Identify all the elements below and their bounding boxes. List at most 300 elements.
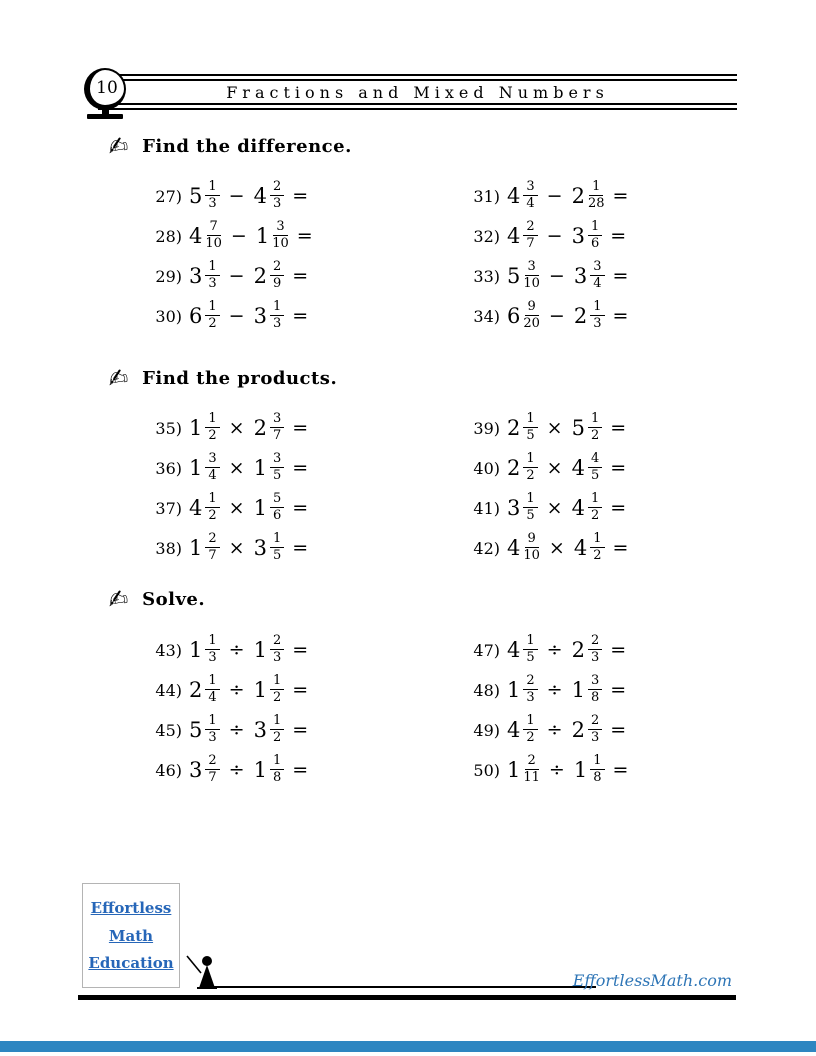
fraction <box>588 674 602 704</box>
whole-number: 6 <box>189 303 203 328</box>
equals-sign: = <box>610 457 627 479</box>
operator: − <box>548 305 565 327</box>
whole-number: 1 <box>507 757 521 782</box>
equals-sign: = <box>612 305 629 327</box>
problem-column-left <box>148 408 466 568</box>
problem-41 <box>466 488 748 528</box>
mixed-number <box>189 450 220 483</box>
denominator: 3 <box>272 315 282 331</box>
mixed-number <box>571 178 605 211</box>
denominator: 3 <box>208 195 217 211</box>
fraction <box>523 754 540 784</box>
operator: × <box>546 457 563 479</box>
operator: × <box>228 457 245 479</box>
problem-number: 42) <box>473 538 500 558</box>
whole-number: 4 <box>571 495 585 520</box>
problem-40 <box>466 448 748 488</box>
numerator: 2 <box>270 180 284 196</box>
denominator: 2 <box>590 507 600 523</box>
problem-number: 38) <box>155 538 182 558</box>
numerator: 2 <box>525 754 539 770</box>
mixed-number <box>255 218 289 251</box>
problem-37 <box>148 488 466 528</box>
whole-number: 4 <box>571 455 585 480</box>
fraction <box>205 180 219 210</box>
denominator: 20 <box>523 315 540 331</box>
mixed-number <box>507 178 538 211</box>
problem-35 <box>148 408 466 448</box>
logo-line-3[interactable]: Education <box>88 953 174 972</box>
denominator: 5 <box>272 547 282 563</box>
problem-column-left <box>148 630 466 790</box>
fraction <box>523 220 537 250</box>
operator: ÷ <box>228 759 245 781</box>
whole-number: 1 <box>255 223 270 248</box>
denominator: 2 <box>590 427 600 443</box>
numerator: 1 <box>523 634 537 650</box>
whole-number: 1 <box>189 535 203 560</box>
equals-sign: = <box>612 265 629 287</box>
teacher-silhouette-icon <box>186 948 222 990</box>
denominator: 8 <box>590 689 600 705</box>
numerator: 9 <box>525 300 539 316</box>
denominator: 3 <box>208 729 217 745</box>
problem-number: 35) <box>155 418 182 438</box>
mixed-number <box>189 712 220 745</box>
denominator: 7 <box>526 235 535 251</box>
denominator: 3 <box>526 689 535 705</box>
problem-number: 44) <box>155 680 182 700</box>
writing-hand-icon: ✍ <box>106 130 130 162</box>
problem-32 <box>466 216 748 256</box>
numerator: 2 <box>523 220 537 236</box>
mixed-number <box>507 712 538 745</box>
fraction <box>590 300 604 330</box>
whole-number: 5 <box>507 263 521 288</box>
problem-number: 50) <box>473 760 500 780</box>
numerator: 3 <box>270 452 284 468</box>
problem-list-products <box>148 408 748 568</box>
mixed-number <box>507 672 538 705</box>
equals-sign: = <box>610 417 627 439</box>
fraction <box>588 492 602 522</box>
whole-number: 1 <box>253 637 267 662</box>
problem-number: 30) <box>155 306 182 326</box>
problem-47 <box>466 630 748 670</box>
problem-column-left <box>148 176 466 336</box>
fraction <box>523 260 540 290</box>
mixed-number <box>189 298 220 331</box>
denominator: 4 <box>208 689 217 705</box>
denominator: 2 <box>208 507 217 523</box>
section-heading-label: Find the difference. <box>142 135 352 157</box>
numerator: 1 <box>205 412 219 428</box>
bottom-accent-bar <box>0 1041 816 1052</box>
numerator: 1 <box>523 412 537 428</box>
mixed-number <box>571 672 603 705</box>
operator: − <box>546 225 563 247</box>
page-title: Fractions and Mixed Numbers <box>226 82 609 102</box>
numerator: 1 <box>205 180 219 196</box>
numerator: 1 <box>523 492 537 508</box>
fraction <box>523 714 537 744</box>
fraction <box>588 714 602 744</box>
operator: ÷ <box>546 639 563 661</box>
fraction <box>590 532 604 562</box>
fraction <box>205 412 219 442</box>
mixed-number <box>253 450 285 483</box>
numerator: 4 <box>588 452 602 468</box>
equals-sign: = <box>610 225 627 247</box>
fraction <box>523 412 537 442</box>
problem-29 <box>148 256 466 296</box>
operator: − <box>228 185 245 207</box>
denominator: 5 <box>272 467 282 483</box>
numerator: 1 <box>270 300 284 316</box>
equals-sign: = <box>292 497 309 519</box>
whole-number: 2 <box>253 415 267 440</box>
whole-number: 1 <box>253 495 267 520</box>
fraction <box>270 412 284 442</box>
problem-number: 43) <box>155 640 182 660</box>
problem-number: 47) <box>473 640 500 660</box>
mixed-number <box>507 410 538 443</box>
mixed-number <box>571 450 603 483</box>
problem-column-right <box>466 408 748 568</box>
fraction <box>205 754 219 784</box>
whole-number: 4 <box>189 495 203 520</box>
numerator: 1 <box>205 674 219 690</box>
denominator: 3 <box>590 649 600 665</box>
fraction <box>205 674 219 704</box>
fraction <box>588 452 602 482</box>
fraction <box>270 532 284 562</box>
fraction <box>205 300 219 330</box>
denominator: 2 <box>526 467 535 483</box>
numerator: 1 <box>523 452 537 468</box>
whole-number: 1 <box>189 455 203 480</box>
mixed-number <box>189 258 220 291</box>
whole-number: 4 <box>507 535 521 560</box>
numerator: 1 <box>205 260 219 276</box>
mixed-number <box>507 218 538 251</box>
section-heading-label: Solve. <box>142 588 206 610</box>
numerator: 2 <box>588 714 602 730</box>
numerator: 9 <box>525 532 539 548</box>
whole-number: 3 <box>189 757 203 782</box>
section-heading-label: Find the products. <box>142 367 338 389</box>
numerator: 3 <box>523 180 537 196</box>
denominator: 2 <box>208 427 217 443</box>
denominator: 10 <box>205 235 222 251</box>
globe-stand-base <box>87 114 123 119</box>
operator: × <box>228 537 245 559</box>
whole-number: 4 <box>507 223 521 248</box>
equals-sign: = <box>612 185 629 207</box>
whole-number: 5 <box>189 717 203 742</box>
whole-number: 1 <box>253 455 267 480</box>
mixed-number <box>507 450 538 483</box>
numerator: 3 <box>525 260 539 276</box>
mixed-number <box>507 530 540 563</box>
operator: ÷ <box>228 679 245 701</box>
mixed-number <box>253 298 285 331</box>
mixed-number <box>253 490 285 523</box>
problem-36 <box>148 448 466 488</box>
operator: × <box>546 497 563 519</box>
problem-number: 29) <box>155 266 182 286</box>
mixed-number <box>571 632 603 665</box>
equals-sign: = <box>610 497 627 519</box>
section-heading-products <box>108 362 337 394</box>
operator: − <box>548 265 565 287</box>
numerator: 3 <box>273 220 287 236</box>
denominator: 2 <box>526 729 535 745</box>
denominator: 4 <box>593 275 602 291</box>
problem-38 <box>148 528 466 568</box>
denominator: 3 <box>208 649 217 665</box>
equals-sign: = <box>612 537 629 559</box>
effortless-math-logo[interactable] <box>82 883 180 988</box>
numerator: 2 <box>205 532 219 548</box>
problem-42 <box>466 528 748 568</box>
denominator: 2 <box>272 729 282 745</box>
equals-sign: = <box>610 679 627 701</box>
whole-number: 2 <box>253 263 267 288</box>
denominator: 9 <box>272 275 282 291</box>
denominator: 2 <box>593 547 602 563</box>
whole-number: 3 <box>253 535 267 560</box>
footer-rule <box>78 995 736 1000</box>
problem-50 <box>466 750 748 790</box>
mixed-number <box>571 490 603 523</box>
denominator: 7 <box>208 769 217 785</box>
equals-sign: = <box>292 417 309 439</box>
mixed-number <box>189 632 220 665</box>
problem-number: 40) <box>473 458 500 478</box>
website-link[interactable]: EffortlessMath.com <box>572 971 732 990</box>
problem-number: 31) <box>473 186 500 206</box>
section-heading-solve <box>108 583 205 615</box>
writing-hand-icon: ✍ <box>106 583 130 615</box>
denominator: 5 <box>590 467 600 483</box>
equals-sign: = <box>292 679 309 701</box>
problem-column-right <box>466 176 748 336</box>
whole-number: 2 <box>507 415 521 440</box>
mixed-number <box>571 712 603 745</box>
denominator: 8 <box>593 769 602 785</box>
problem-30 <box>148 296 466 336</box>
numerator: 3 <box>588 674 602 690</box>
denominator: 3 <box>593 315 602 331</box>
header-band <box>98 74 737 110</box>
operator: ÷ <box>548 759 565 781</box>
numerator: 1 <box>588 492 602 508</box>
whole-number: 2 <box>573 303 588 328</box>
logo-line-1[interactable]: Effortless <box>90 899 172 918</box>
numerator: 1 <box>590 300 604 316</box>
operator: − <box>230 225 247 247</box>
operator: − <box>546 185 563 207</box>
whole-number: 1 <box>571 677 585 702</box>
fraction <box>588 412 602 442</box>
denominator: 28 <box>587 195 605 211</box>
problem-number: 32) <box>473 226 500 246</box>
logo-line-2[interactable]: Math <box>108 926 154 945</box>
operator: × <box>548 537 565 559</box>
fraction <box>270 674 284 704</box>
operator: × <box>546 417 563 439</box>
operator: ÷ <box>228 719 245 741</box>
whole-number: 5 <box>571 415 585 440</box>
mixed-number <box>573 258 605 291</box>
problem-27 <box>148 176 466 216</box>
numerator: 1 <box>270 754 284 770</box>
problem-28 <box>148 216 466 256</box>
whole-number: 4 <box>253 183 267 208</box>
whole-number: 4 <box>507 717 521 742</box>
whole-number: 2 <box>189 677 203 702</box>
problem-31 <box>466 176 748 216</box>
numerator: 1 <box>205 492 219 508</box>
whole-number: 1 <box>253 677 267 702</box>
numerator: 1 <box>590 532 604 548</box>
mixed-number <box>253 178 285 211</box>
numerator: 2 <box>588 634 602 650</box>
equals-sign: = <box>610 719 627 741</box>
fraction <box>270 260 284 290</box>
whole-number: 3 <box>571 223 585 248</box>
mixed-number <box>189 672 220 705</box>
problem-list-difference <box>148 176 748 336</box>
fraction <box>590 754 604 784</box>
fraction <box>205 714 219 744</box>
equals-sign: = <box>292 537 309 559</box>
numerator: 1 <box>270 674 284 690</box>
numerator: 3 <box>270 412 284 428</box>
numerator: 1 <box>270 532 284 548</box>
mixed-number <box>189 178 220 211</box>
whole-number: 1 <box>253 757 267 782</box>
mixed-number <box>253 632 285 665</box>
numerator: 2 <box>270 260 284 276</box>
numerator: 1 <box>270 714 284 730</box>
whole-number: 5 <box>189 183 203 208</box>
problem-number: 33) <box>473 266 500 286</box>
equals-sign: = <box>610 639 627 661</box>
problem-number: 46) <box>155 760 182 780</box>
problem-39 <box>466 408 748 448</box>
mixed-number <box>189 218 222 251</box>
whole-number: 3 <box>253 717 267 742</box>
whole-number: 2 <box>571 183 585 208</box>
numerator: 5 <box>270 492 284 508</box>
equals-sign: = <box>296 225 313 247</box>
mixed-number <box>253 258 285 291</box>
operator: × <box>228 497 245 519</box>
mixed-number <box>253 672 285 705</box>
denominator: 3 <box>272 195 282 211</box>
whole-number: 1 <box>507 677 521 702</box>
denominator: 8 <box>272 769 282 785</box>
denominator: 3 <box>272 649 282 665</box>
problem-list-solve <box>148 630 748 790</box>
numerator: 1 <box>590 754 604 770</box>
fraction <box>205 220 222 250</box>
whole-number: 2 <box>571 717 585 742</box>
problem-44 <box>148 670 466 710</box>
mixed-number <box>573 752 605 785</box>
denominator: 11 <box>523 769 540 785</box>
operator: − <box>228 265 245 287</box>
numerator: 1 <box>588 412 602 428</box>
mixed-number <box>189 530 220 563</box>
denominator: 7 <box>208 547 217 563</box>
whole-number: 3 <box>189 263 203 288</box>
operator: ÷ <box>546 719 563 741</box>
whole-number: 1 <box>189 415 203 440</box>
problem-number: 37) <box>155 498 182 518</box>
problem-column-right <box>466 630 748 790</box>
problem-number: 36) <box>155 458 182 478</box>
fraction <box>270 634 284 664</box>
fraction <box>270 180 284 210</box>
whole-number: 2 <box>507 455 521 480</box>
whole-number: 3 <box>507 495 521 520</box>
operator: − <box>228 305 245 327</box>
operator: × <box>228 417 245 439</box>
numerator: 2 <box>205 754 219 770</box>
problem-number: 45) <box>155 720 182 740</box>
numerator: 1 <box>588 220 602 236</box>
denominator: 5 <box>526 649 535 665</box>
fraction <box>523 492 537 522</box>
denominator: 7 <box>272 427 282 443</box>
numerator: 2 <box>270 634 284 650</box>
problem-number: 48) <box>473 680 500 700</box>
fraction <box>588 634 602 664</box>
mixed-number <box>573 298 605 331</box>
problem-number: 49) <box>473 720 500 740</box>
mixed-number <box>507 632 538 665</box>
mixed-number <box>507 258 540 291</box>
problem-33 <box>466 256 748 296</box>
writing-hand-icon: ✍ <box>106 362 130 394</box>
mixed-number <box>573 530 605 563</box>
whole-number: 1 <box>189 637 203 662</box>
equals-sign: = <box>292 639 309 661</box>
mixed-number <box>571 218 603 251</box>
globe-icon <box>84 68 126 110</box>
denominator: 3 <box>590 729 600 745</box>
page-number: 10 <box>96 77 118 98</box>
numerator: 3 <box>590 260 604 276</box>
whole-number: 6 <box>507 303 521 328</box>
problem-46 <box>148 750 466 790</box>
equals-sign: = <box>292 457 309 479</box>
problem-34 <box>466 296 748 336</box>
fraction <box>205 492 219 522</box>
denominator: 10 <box>272 235 289 251</box>
mixed-number <box>189 490 220 523</box>
numerator: 1 <box>589 180 603 196</box>
denominator: 2 <box>272 689 282 705</box>
denominator: 5 <box>526 507 535 523</box>
problem-number: 41) <box>473 498 500 518</box>
mixed-number <box>253 410 285 443</box>
denominator: 6 <box>272 507 282 523</box>
mixed-number <box>507 298 540 331</box>
